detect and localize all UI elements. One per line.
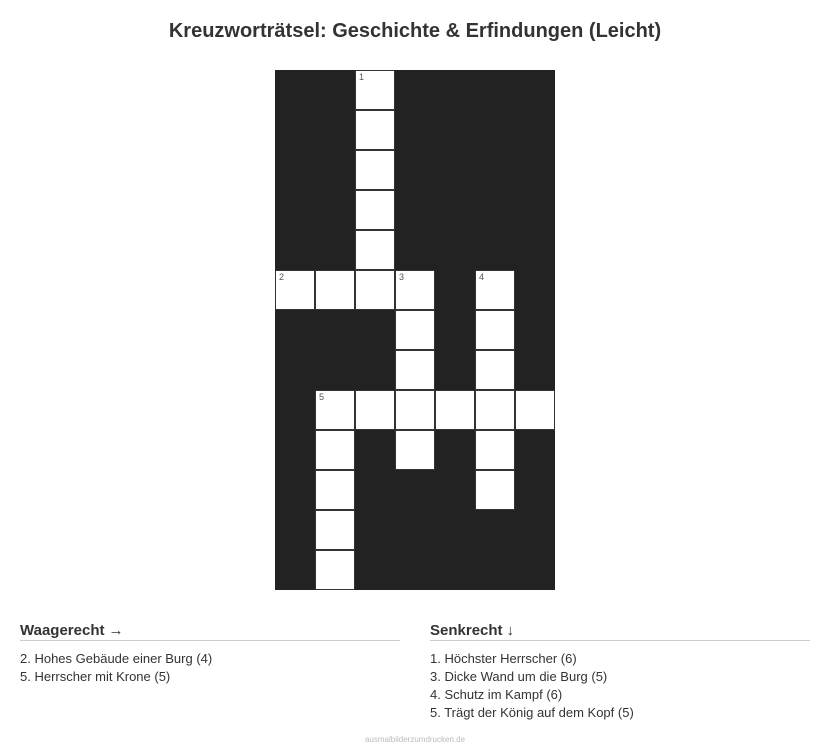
- cell-number: 2: [279, 272, 285, 282]
- footer-credit: ausmalbilderzumdrucken.de: [364, 735, 466, 744]
- crossword-cell[interactable]: [275, 270, 315, 310]
- cell-number: 5: [319, 392, 325, 402]
- across-clue: 2. Hohes Gebäude einer Burg (4): [20, 651, 213, 666]
- crossword-cell[interactable]: [475, 270, 515, 310]
- crossword-cell[interactable]: [475, 390, 515, 430]
- crossword-cell[interactable]: [315, 390, 355, 430]
- page-title: Kreuzworträtsel: Geschichte & Erfindungen (Leicht): [168, 20, 662, 42]
- crossword-cell[interactable]: [475, 430, 515, 470]
- crossword-cell[interactable]: [395, 310, 435, 350]
- crossword-cell[interactable]: [315, 430, 355, 470]
- cell-number: 1: [359, 72, 365, 82]
- crossword-cell[interactable]: [355, 390, 395, 430]
- down-clue-list: [430, 650, 810, 722]
- crossword-cell[interactable]: [355, 230, 395, 270]
- crossword-cell[interactable]: [395, 270, 435, 310]
- crossword-cell[interactable]: [355, 150, 395, 190]
- crossword-cell[interactable]: [395, 390, 435, 430]
- crossword-cell[interactable]: [355, 70, 395, 110]
- across-clue-list: [20, 650, 400, 686]
- crossword-cell[interactable]: [315, 470, 355, 510]
- crossword-cell[interactable]: [315, 510, 355, 550]
- across-heading: [20, 622, 400, 641]
- down-heading-label: Senkrecht: [430, 622, 503, 639]
- crossword-cell[interactable]: [355, 190, 395, 230]
- crossword-cell[interactable]: [355, 110, 395, 150]
- across-clues-section: [20, 622, 400, 686]
- crossword-cell[interactable]: [435, 390, 475, 430]
- crossword-cell[interactable]: [355, 270, 395, 310]
- crossword-cell[interactable]: [395, 350, 435, 390]
- crossword-grid: [275, 70, 555, 590]
- crossword-cell[interactable]: [515, 390, 555, 430]
- down-clue: 1. Höchster Herrscher (6): [430, 651, 577, 666]
- down-clues-section: [430, 622, 810, 722]
- crossword-cell[interactable]: [315, 550, 355, 590]
- across-heading-label: Waagerecht: [20, 622, 105, 639]
- down-clue: 5. Trägt der König auf dem Kopf (5): [430, 705, 634, 720]
- cell-number: 3: [399, 272, 405, 282]
- down-heading: [430, 622, 810, 641]
- across-clue: 5. Herrscher mit Krone (5): [20, 669, 171, 684]
- crossword-cell[interactable]: [475, 310, 515, 350]
- crossword-cell[interactable]: [475, 470, 515, 510]
- cell-number: 4: [479, 272, 485, 282]
- arrow-down-icon: ↓: [506, 622, 515, 639]
- down-clue: 3. Dicke Wand um die Burg (5): [430, 669, 608, 684]
- down-clue: 4. Schutz im Kampf (6): [430, 687, 563, 702]
- crossword-cell[interactable]: [395, 430, 435, 470]
- crossword-cell[interactable]: [475, 350, 515, 390]
- arrow-right-icon: →: [108, 622, 124, 639]
- crossword-cell[interactable]: [315, 270, 355, 310]
